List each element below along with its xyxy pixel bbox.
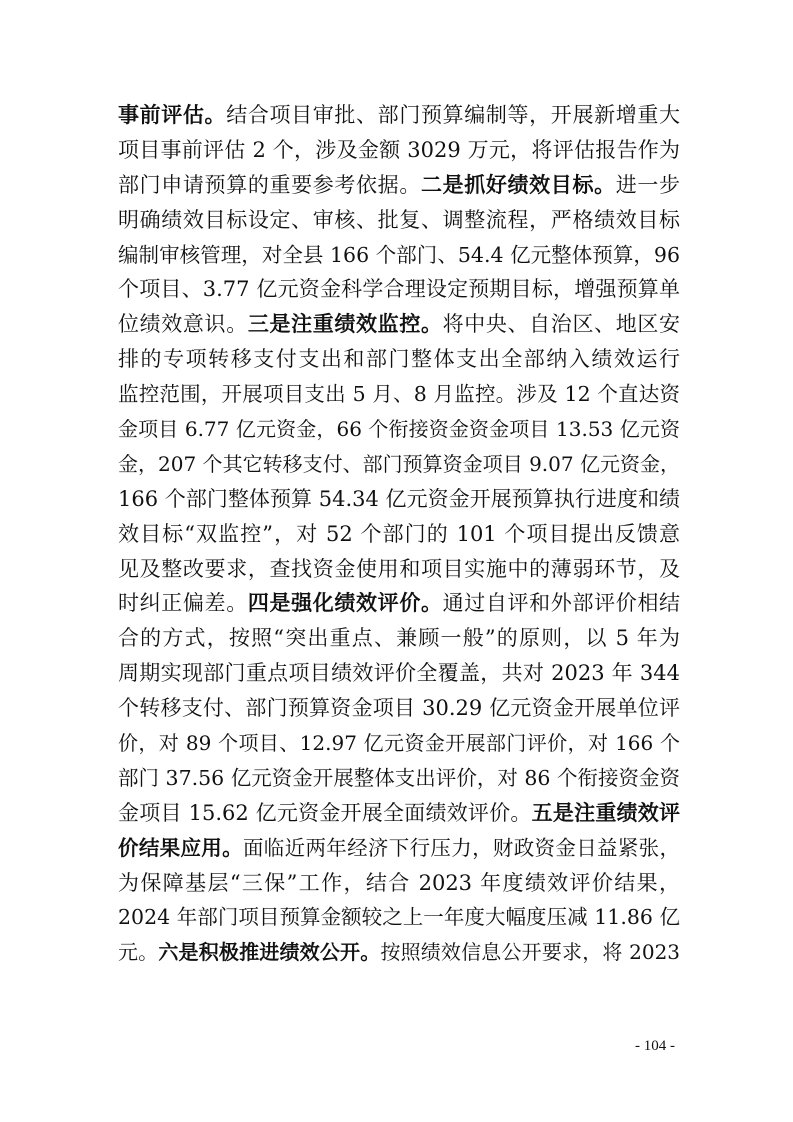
text-segment: 将中央、自治区、地区安 bbox=[442, 312, 681, 337]
bold-heading-phrase: 四是强化绩效评价。 bbox=[247, 591, 443, 616]
text-line bbox=[118, 203, 680, 238]
text-segment: 效目标“双监控”，对 52 个部门的 101 个项目提出反馈意 bbox=[118, 521, 680, 546]
text-line bbox=[118, 726, 680, 761]
text-segment: 个项目、3.77 亿元资金科学合理设定预期目标，增强预算单 bbox=[118, 277, 680, 302]
text-segment: 编制审核管理，对全县 166 个部门、54.4 亿元整体预算，96 bbox=[118, 242, 680, 267]
text-line bbox=[118, 517, 680, 552]
text-line bbox=[118, 412, 680, 447]
text-segment: 166 个部门整体预算 54.34 亿元资金开展预算执行进度和绩 bbox=[118, 486, 680, 511]
bold-heading-phrase: 价结果应用。 bbox=[118, 835, 243, 860]
text-segment: 进一步 bbox=[615, 172, 681, 197]
page-number: - 104 - bbox=[635, 1038, 675, 1054]
text-segment: 通过自评和外部评价相结 bbox=[442, 591, 681, 616]
text-segment: 部门申请预算的重要参考依据。 bbox=[118, 172, 421, 197]
text-segment: 合的方式，按照“突出重点、兼顾一般”的原则，以 5 年为 bbox=[118, 626, 680, 651]
text-line bbox=[118, 761, 680, 796]
bold-heading-phrase: 二是抓好绩效目标。 bbox=[420, 172, 616, 197]
text-line bbox=[118, 133, 680, 168]
text-segment: 价，对 89 个项目、12.97 亿元资金开展部门评价，对 166 个 bbox=[118, 731, 680, 756]
text-line bbox=[118, 552, 680, 587]
text-line bbox=[118, 691, 680, 726]
text-line bbox=[118, 900, 680, 935]
text-segment: 明确绩效目标设定、审核、批复、调整流程，严格绩效目标 bbox=[118, 207, 680, 232]
text-segment: 面临近两年经济下行压力，财政资金日益紧张， bbox=[242, 835, 681, 860]
text-line bbox=[118, 482, 680, 517]
text-segment: 2024 年部门项目预算金额较之上一年度大幅度压减 11.86 亿 bbox=[118, 905, 680, 930]
text-segment: 元。 bbox=[118, 940, 159, 965]
text-segment: 周期实现部门重点项目绩效评价全覆盖，共对 2023 年 344 bbox=[118, 661, 680, 686]
text-line bbox=[118, 98, 680, 133]
text-line bbox=[118, 656, 680, 691]
text-line bbox=[118, 377, 680, 412]
bold-heading-phrase: 六是积极推进绩效公开。 bbox=[158, 940, 381, 965]
text-segment: 金，207 个其它转移支付、部门预算资金项目 9.07 亿元资金， bbox=[118, 451, 680, 476]
text-line bbox=[118, 586, 680, 621]
bold-heading-phrase: 事前评估。 bbox=[118, 103, 227, 127]
text-line bbox=[118, 342, 680, 377]
text-line bbox=[118, 831, 680, 866]
text-segment: 个转移支付、部门预算资金项目 30.29 亿元资金开展单位评 bbox=[118, 696, 680, 721]
text-line bbox=[118, 935, 680, 970]
text-segment: 按照绩效信息公开要求，将 2023 bbox=[380, 940, 681, 965]
text-segment: 部门 37.56 亿元资金开展整体支出评价，对 86 个衔接资金资 bbox=[118, 765, 680, 790]
text-segment: 时纠正偏差。 bbox=[118, 591, 248, 616]
text-line bbox=[118, 307, 680, 342]
text-segment: 位绩效意识。 bbox=[118, 312, 248, 337]
text-segment: 金项目 15.62 亿元资金开展全面绩效评价。 bbox=[118, 800, 532, 825]
text-segment: 监控范围，开展项目支出 5 月、8 月监控。涉及 12 个直达资 bbox=[118, 382, 680, 407]
text-segment: 见及整改要求，查找资金使用和项目实施中的薄弱环节，及 bbox=[118, 556, 680, 581]
text-line bbox=[118, 238, 680, 273]
text-line bbox=[118, 168, 680, 203]
text-line bbox=[118, 796, 680, 831]
bold-heading-phrase: 五是注重绩效评 bbox=[531, 800, 681, 825]
bold-heading-phrase: 三是注重绩效监控。 bbox=[247, 312, 443, 337]
text-segment: 金项目 6.77 亿元资金，66 个衔接资金资金项目 13.53 亿元资 bbox=[118, 417, 680, 442]
text-segment: 项目事前评估 2 个，涉及金额 3029 万元，将评估报告作为 bbox=[118, 137, 680, 162]
text-segment: 排的专项转移支付支出和部门整体支出全部纳入绩效运行 bbox=[118, 347, 680, 372]
text-segment: 结合项目审批、部门预算编制等，开展新增重大 bbox=[226, 103, 681, 127]
text-segment: 为保障基层“三保”工作，结合 2023 年度绩效评价结果， bbox=[118, 870, 680, 895]
text-line bbox=[118, 447, 680, 482]
text-line bbox=[118, 621, 680, 656]
body-paragraph bbox=[118, 98, 680, 970]
text-line bbox=[118, 866, 680, 901]
text-line bbox=[118, 272, 680, 307]
